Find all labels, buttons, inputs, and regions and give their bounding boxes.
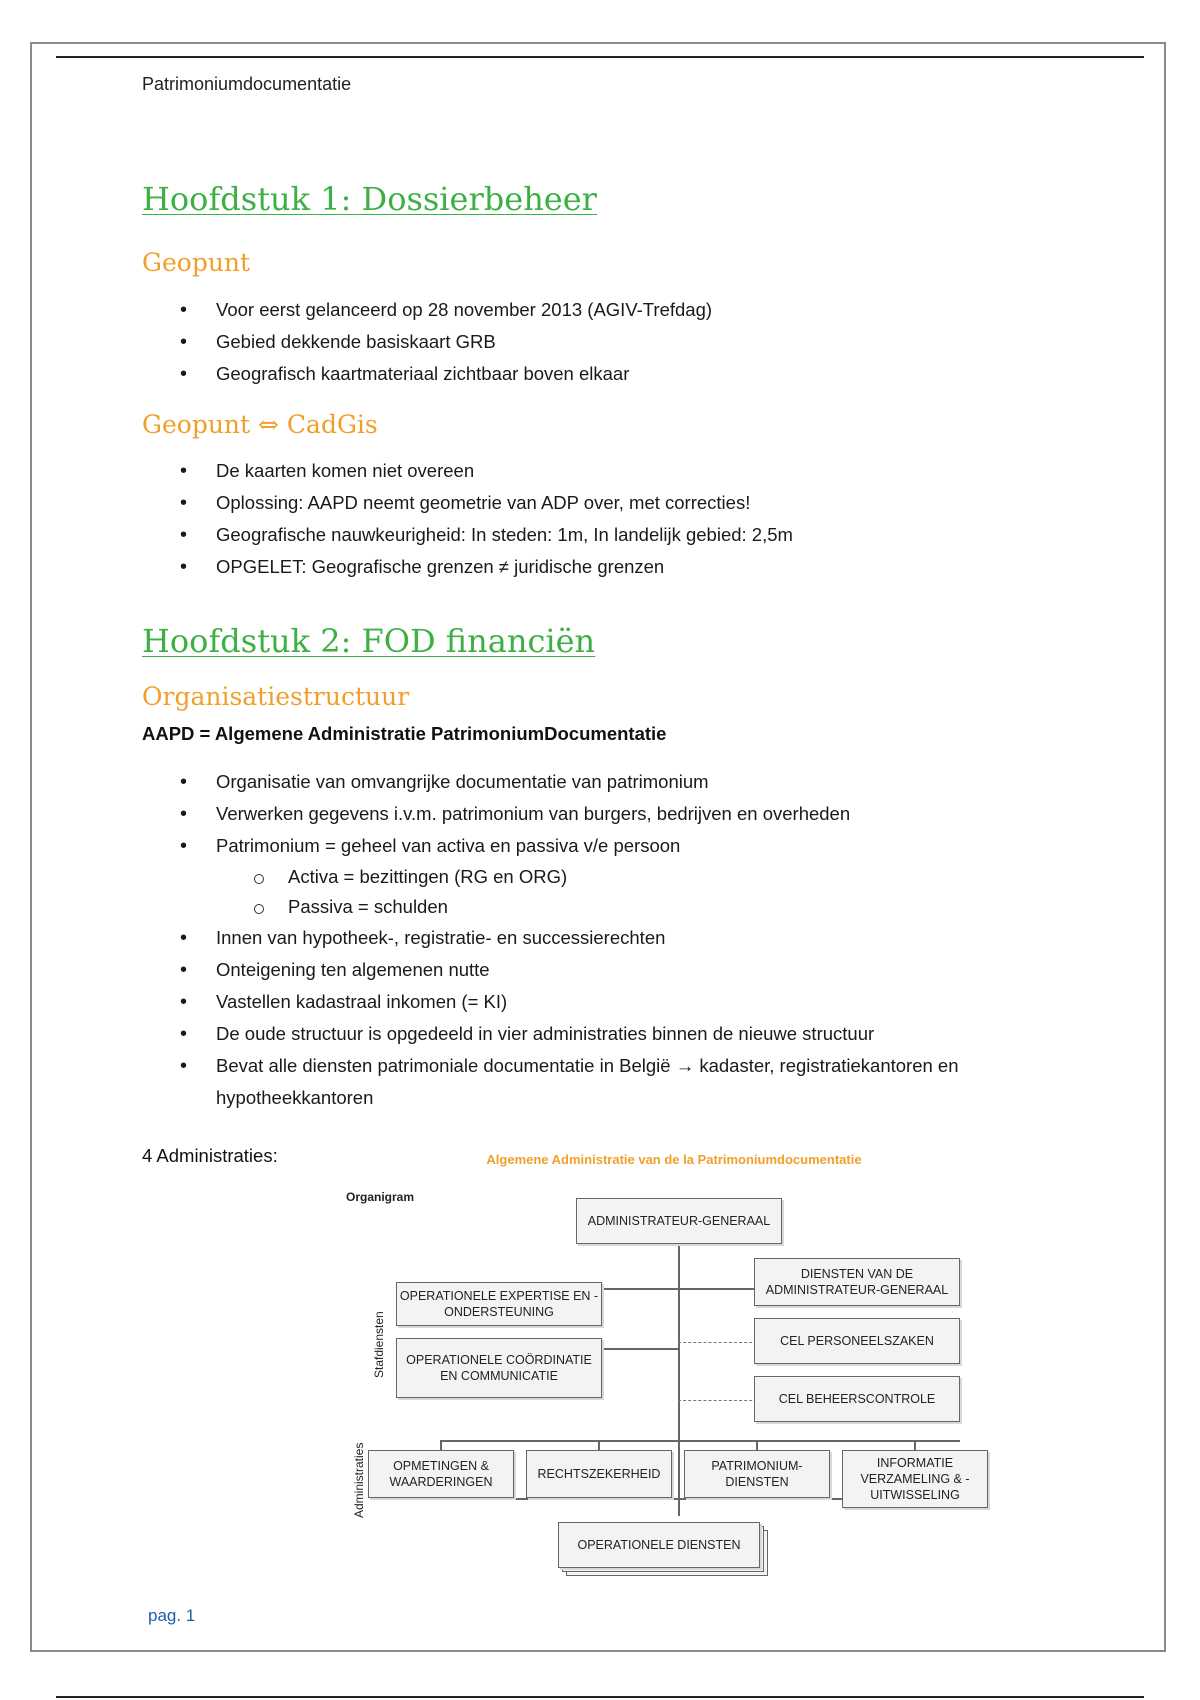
list-item: • De kaarten komen niet overeen <box>142 455 1082 487</box>
list-item: • Organisatie van omvangrijke documentatie van patrimonium <box>142 766 1082 798</box>
staff-box: CEL PERSONEELSZAKEN <box>754 1318 960 1364</box>
geopunt-cadgis-list <box>142 455 1082 583</box>
connector-line <box>756 1440 758 1450</box>
administration-box: PATRIMONIUM-DIENSTEN <box>684 1450 830 1498</box>
administration-box: RECHTSZEKERHEID <box>526 1450 672 1498</box>
staff-box: OPERATIONELE COÖRDINATIE EN COMMUNICATIE <box>396 1338 602 1398</box>
list-item: • Onteigening ten algemenen nutte <box>142 954 1082 986</box>
admin-bar-line <box>440 1440 960 1442</box>
sub-list <box>216 862 1082 922</box>
staff-box: OPERATIONELE EXPERTISE EN -ONDERSTEUNING <box>396 1282 602 1326</box>
list-item-text: Patrimonium = geheel van activa en passiva v/e persoon <box>216 835 681 856</box>
list-item: • Gebied dekkende basiskaart GRB <box>142 326 1082 358</box>
staff-box: CEL BEHEERSCONTROLE <box>754 1376 960 1422</box>
section-organisatiestructuur-title: Organisatiestructuur <box>142 682 410 711</box>
list-item: • De oude structuur is opgedeeld in vier administraties binnen de nieuwe structuur <box>142 1018 1082 1050</box>
list-item: • Oplossing: AAPD neemt geometrie van ADP over, met correcties! <box>142 487 1082 519</box>
connector-line <box>598 1440 600 1450</box>
administration-box: OPMETINGEN & WAARDERINGEN <box>368 1450 514 1498</box>
geopunt-list <box>142 294 1082 390</box>
list-item: • Vastellen kadastraal inkomen (= KI) <box>142 986 1082 1018</box>
list-item: • Innen van hypotheek-, registratie- en successierechten <box>142 922 1082 954</box>
administration-box: INFORMATIE VERZAMELING & -UITWISSELING <box>842 1450 988 1508</box>
page-number: pag. 1 <box>148 1606 196 1625</box>
connector-line <box>678 1498 680 1514</box>
list-item: • Geografisch kaartmateriaal zichtbaar boven elkaar <box>142 358 1082 390</box>
sub-list-item: Activa = bezittingen (RG en ORG) <box>216 862 1082 892</box>
list-item: • Voor eerst gelanceerd op 28 november 2013 (AGIV-Trefdag) <box>142 294 1082 326</box>
administraties-vertical-label: Administraties <box>352 1442 366 1518</box>
organisatie-list <box>142 766 1082 1114</box>
administrateur-generaal-box: ADMINISTRATEUR-GENERAAL <box>576 1198 782 1244</box>
stafdiensten-label: Stafdiensten <box>372 1311 386 1378</box>
organigram <box>324 1138 1004 1598</box>
header-rule <box>56 56 1144 58</box>
chapter2-title: Hoofdstuk 2: FOD financiën <box>142 622 596 660</box>
sub-list-item: Passiva = schulden <box>216 892 1082 922</box>
list-item: • Verwerken gegevens i.v.m. patrimonium van burgers, bedrijven en overheden <box>142 798 1082 830</box>
list-item: • OPGELET: Geografische grenzen ≠ juridische grenzen <box>142 551 1082 583</box>
chapter1-title: Hoofdstuk 1: Dossierbeheer <box>142 180 597 218</box>
organigram-subtitle: Organigram <box>346 1190 415 1204</box>
footer-rule <box>56 1696 1144 1698</box>
list-item: • Geografische nauwkeurigheid: In steden: 1m, In landelijk gebied: 2,5m <box>142 519 1082 551</box>
section-geopunt-cadgis-title: Geopunt ⇔ CadGis <box>142 410 378 439</box>
organigram-title: Algemene Administratie van de la Patrimoniumdocumentatie <box>486 1152 862 1167</box>
list-item: • Bevat alle diensten patrimoniale documentatie in België → kadaster, registratiekantoren en hypotheekkantoren <box>142 1050 1076 1114</box>
list-item <box>142 830 1082 922</box>
trunk-line <box>678 1214 680 1516</box>
connector-line <box>440 1440 442 1450</box>
connector-line <box>602 1348 678 1350</box>
administraties-label: 4 Administraties: <box>142 1145 278 1166</box>
section-geopunt-title: Geopunt <box>142 248 251 277</box>
connector-line <box>914 1440 916 1450</box>
aapd-definition: AAPD = Algemene Administratie PatrimoniumDocumentatie <box>142 723 667 744</box>
page-header: Patrimoniumdocumentatie <box>142 74 352 94</box>
staff-box: DIENSTEN VAN DE ADMINISTRATEUR-GENERAAL <box>754 1258 960 1306</box>
operationele-diensten-box: OPERATIONELE DIENSTEN <box>558 1522 760 1568</box>
